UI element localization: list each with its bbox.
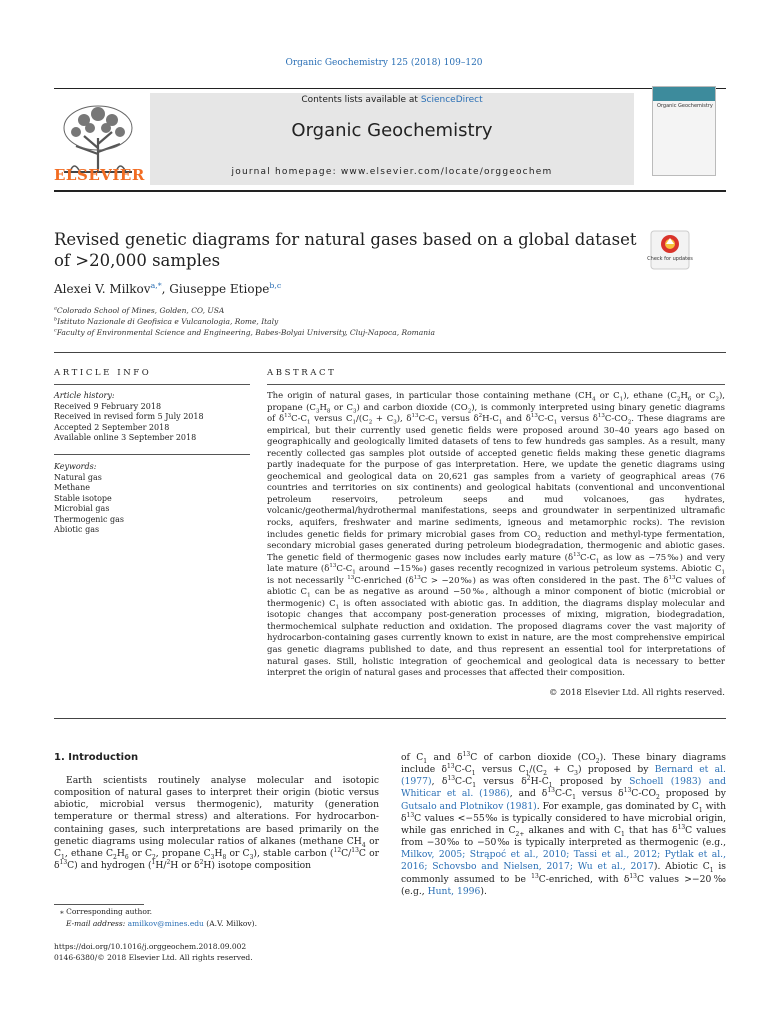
keyword: Thermogenic gas (54, 514, 125, 524)
introduction-heading: 1. Introduction (54, 752, 139, 763)
abstract-text: The origin of natural gases, in particular those containing methane ($CH_4$ or $C_1$), ethane ($C_2H_6$ or $C_2$), propane ($C_3H_8$ or $C_3$) and carbon dioxide $(CO_2)$, is commonly interpreted using binary genetic diagrams of $\delta^{13}C-C_1$ versus $C_1/(C_2 + C_3)$, $\delta^{13}C-C_1$ versus $\delta^2H-C_1$ and $\delta^{13}C-C_1$ versus $\delta^{13}C-CO_2$. These diagrams are empirical, but their currently used genetic fields were proposed around 30–40 years ago based on geographically and geologically limited datasets of tens to few hundreds gas samples. As a result, many recently collected gas samples plot outside of accepted genetic fields making these genetic diagrams partly inadequate for the purpose of gas interpretation. Here, we update the genetic diagrams using geochemical and geological data on 20,621 gas samples from a variety of geographical areas (76 countries and territories on six continents) and geological habitats (conventional and unconventional petroleum reservoirs, petroleum seeps and mud volcanoes, gas hydrates, volcanic/geothermal/hydrothermal manifestations, seeps and groundwater in serpentinized ultramafic rocks, aquifers, freshwater and marine sediments, igneous and metamorphic rocks). The revision includes genetic fields for primary microbial gases from $CO_2$ reduction and methyl-type fermentation, secondary microbial gases generated during petroleum biodegradation, thermogenic and abiotic gases. The genetic field of thermogenic gases now includes early mature ($\delta^{13}C-C_1$ as low as −75‰) and very late mature ($\delta^{13}C-C_1$ around −15‰) gases recently recognized in various petroleum systems. Abiotic $C_1$ is not necessarily $^{13}$C-enriched ($\delta^{13}C$ > −20‰) as was often considered in the past. The $\delta^{13}C$ values of abiotic $C_1$ can be as negative as around −50‰, although a minor component of biotic (microbial or thermogenic) $C_1$ is often associated with abiotic gas. In addition, the diagrams display molecular and isotopic changes that accompany post-generation processes of mixing, migration, biodegradation, thermochemical sulphate reduction and oxidation. The proposed diagrams cover the vast majority of hydrocarbon-containing gases currently known to exist in nature, are the most comprehensive empirical gas genetic diagrams published to date, and thus represent an essential tool for interpretations of natural gases. Still, holistic integration of geochemical and geological data is necessary to better interpret the origin of natural gases and processes that affected their composition. (267, 391, 726, 679)
email-link[interactable]: amilkov@mines.edu (127, 919, 204, 928)
elsevier-wordmark: ELSEVIER (54, 166, 145, 184)
contents-prefix: Contents lists available at (301, 95, 421, 105)
doi-link[interactable]: https://doi.org/10.1016/j.orggeochem.2018.09.002 (54, 942, 247, 951)
author-name[interactable]: Alexei V. Milkov (54, 282, 151, 296)
article-info-heading: ARTICLE INFO (54, 368, 152, 378)
journal-homepage[interactable]: journal homepage: www.elsevier.com/locate/orggeochem (231, 167, 553, 177)
affiliation: $^b$Istituto Nazionale di Geofisica e Vulcanologia, Rome, Italy (54, 316, 279, 326)
abstract-heading: ABSTRACT (267, 368, 337, 378)
history-item: Accepted 2 September 2018 (54, 422, 170, 432)
author-list (54, 282, 281, 296)
keyword: Methane (54, 483, 90, 492)
keyword: Stable isotope (54, 493, 112, 503)
sciencedirect-link[interactable]: ScienceDirect (420, 95, 483, 105)
intro-paragraph-left: Earth scientists routinely analyse molecular and isotopic composition of natural gases to interpret their origin (biotic versus abiotic, microbial versus thermogenic), maturity (generation temperature or thermal stress) and alterations. For hydrocarbon-containing gases, such interpretations are based primarily on the genetic diagrams using molecular ratios of alkanes (methane $CH_4$ or $C_1$, ethane $C_2H_6$ or $C_2$, propane $C_3H_8$ or $C_3$), stable carbon ($^{12}$C/$^{13}$C or $\delta^{13}C$) and hydrogen ($^1$H/$^2$H or $\delta^2H$) isotope composition (54, 775, 380, 872)
affiliation: $^a$Colorado School of Mines, Golden, CO, USA (54, 305, 225, 315)
keyword: Abiotic gas (54, 525, 100, 534)
keyword: Microbial gas (54, 504, 110, 513)
issn-copyright: 0146-6380/© 2018 Elsevier Ltd. All rights reserved. (54, 953, 253, 962)
article-title: Revised genetic diagrams for natural gases based on a global dataset of >20,000 samples (54, 230, 637, 270)
history-item: Received 9 February 2018 (54, 401, 162, 411)
corresponding-note: ⁎ Corresponding author. (60, 907, 153, 916)
keywords-list (54, 462, 124, 536)
author-name[interactable]: Giuseppe Etiope (169, 282, 270, 296)
journal-cover-thumbnail[interactable] (652, 86, 716, 176)
contents-line (150, 95, 634, 105)
email-line: E-mail address: amilkov@mines.edu (A.V. Milkov). (66, 919, 257, 928)
cover-band (653, 87, 715, 101)
cover-title: Organic Geochemistry (657, 103, 713, 109)
history-item: Available online 3 September 2018 (54, 433, 197, 442)
author-separator: , (161, 282, 170, 296)
article-history (54, 391, 204, 444)
keyword: Natural gas (54, 472, 102, 482)
check-for-updates-icon[interactable] (650, 230, 690, 270)
journal-citation[interactable]: Organic Geochemistry 125 (2018) 109–120 (285, 58, 483, 68)
journal-name: Organic Geochemistry (291, 120, 493, 141)
affiliation: $^c$Faculty of Environmental Science and Engineering, Babes-Bolyai University, Cluj-Napoca, Romania (54, 327, 435, 337)
author-affiliation-mark[interactable]: a,* (150, 281, 162, 290)
author-affiliation-mark[interactable]: b,c (269, 281, 282, 290)
history-item: Received in revised form 5 July 2018 (54, 412, 204, 421)
intro-paragraph-right: of $C_1$ and $\delta^{13}C$ of carbon dioxide $(CO_2)$. These binary diagrams include $\delta^{13}C-C_1$ versus $C_1/(C_2 + C_3)$ proposed by Bernard et al. (1977), $\delta^{13}C-C_1$ versus $\delta^2H-C_1$ proposed by Schoell (1983) and Whiticar et al. (1986), and $\delta^{13}C-C_1$ versus $\delta^{13}C-CO_2$ proposed by Gutsalo and Plotnikov (1981). For example, gas dominated by $C_1$ with $\delta^{13}C$ values <−55‰ is typically considered to have microbial origin, while gas enriched in $C_{2+}$ alkanes and with $C_1$ that has $\delta^{13}C$ values from −30‰ to −50‰ is typically interpreted as thermogenic (e.g., Milkov, 2005; Strąpoć et al., 2010; Tassi et al., 2012; Pytlak et al., 2016; Schovsbo and Nielsen, 2017; Wu et al., 2017). Abiotic $C_1$ is commonly assumed to be $^{13}$C-enriched, with $\delta^{13}C$ values >−20‰ (e.g., Hunt, 1996). (401, 750, 727, 897)
abstract-copyright: © 2018 Elsevier Ltd. All rights reserved. (548, 688, 725, 698)
history-label: Article history: (54, 391, 115, 400)
check-for-updates-label[interactable]: Check for updates (647, 256, 693, 262)
keywords-label: Keywords: (54, 462, 97, 471)
